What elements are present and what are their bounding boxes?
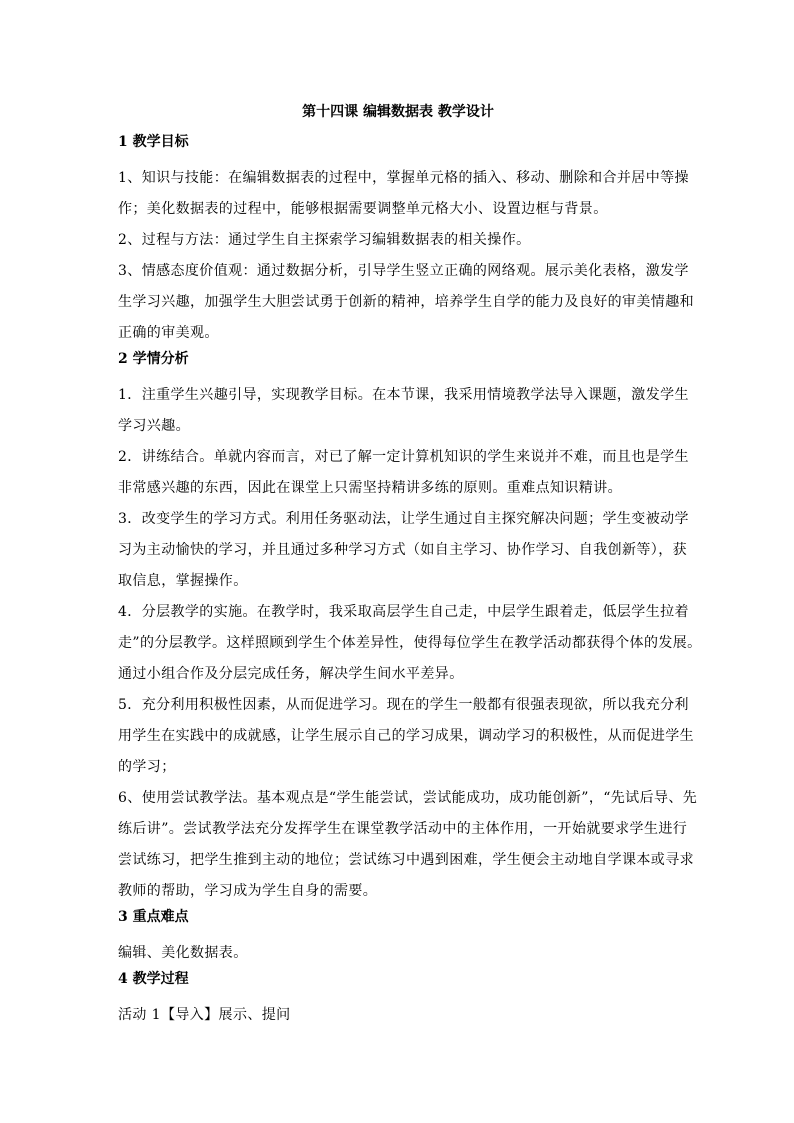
document-title: 第十四课 编辑数据表 教学设计: [302, 104, 494, 120]
paragraph-line: 非常感兴趣的东西，因此在课堂上只需坚持精讲多练的原则。重难点知识精讲。: [118, 480, 622, 496]
paragraph-line: 教师的帮助，学习成为学生自身的需要。: [118, 883, 378, 899]
paragraph-line: 取信息，掌握操作。: [118, 573, 248, 589]
paragraph-line: 作；美化数据表的过程中，能够根据需要调整单元格大小、设置边框与背景。: [118, 201, 608, 217]
paragraph: [118, 225, 678, 256]
paragraph: [118, 380, 689, 442]
paragraph: [118, 690, 694, 783]
document-page: [118, 102, 702, 1031]
section-heading: 1 教学目标: [118, 134, 189, 150]
section-heading: 2 学情分析: [118, 351, 189, 367]
section-heading: 4 教学过程: [118, 971, 189, 987]
paragraph-line: 编辑、美化数据表。: [118, 945, 248, 961]
paragraph-line: 1、知识与技能：在编辑数据表的过程中，掌握单元格的插入、移动、删除和合并居中等操: [118, 170, 689, 186]
document-body: [118, 132, 702, 1031]
paragraph: [118, 163, 689, 225]
paragraph: [118, 256, 694, 349]
paragraph-line: 活动 1【导入】展示、提问: [118, 1007, 291, 1023]
paragraph: [118, 504, 689, 597]
paragraph-line: 的学习；: [118, 759, 176, 775]
paragraph: [118, 597, 702, 690]
paragraph-line: 走”的分层教学。这样照顾到学生个体差异性，使得每位学生在教学活动都获得个体的发展。: [118, 635, 702, 651]
paragraph-line: 用学生在实践中的成就感，让学生展示自己的学习成果，调动学习的积极性，从而促进学生: [118, 728, 694, 744]
paragraph-line: 生学习兴趣，加强学生大胆尝试勇于创新的精神，培养学生自学的能力及良好的审美情趣和: [118, 294, 694, 310]
paragraph-line: 学习兴趣。: [118, 418, 190, 434]
paragraph: [118, 1000, 678, 1031]
paragraph-line: 3．改变学生的学习方式。利用任务驱动法，让学生通过自主探究解决问题；学生变被动学: [118, 511, 689, 527]
paragraph-line: 尝试练习，把学生推到主动的地位；尝试练习中遇到困难，学生便会主动地自学课本或寻求: [118, 852, 694, 868]
paragraph-line: 正确的审美观。: [118, 325, 219, 341]
section-content: [118, 163, 694, 349]
paragraph: [118, 938, 678, 969]
paragraph-line: 3、情感态度价值观：通过数据分析，引导学生竖立正确的网络观。展示美化表格，激发学: [118, 263, 689, 279]
paragraph-line: 练后讲”。尝试教学法充分发挥学生在课堂教学活动中的主体作用，一开始就要求学生进行: [118, 821, 688, 837]
section-heading: 3 重点难点: [118, 909, 189, 925]
section-content: [118, 938, 678, 969]
section-content: [118, 380, 702, 907]
section-content: [118, 1000, 678, 1031]
paragraph-line: 6、使用尝试教学法。基本观点是“学生能尝试，尝试能成功，成功能创新”，“先试后导、先: [118, 790, 698, 806]
paragraph-line: 2、过程与方法：通过学生自主探索学习编辑数据表的相关操作。: [118, 232, 531, 248]
paragraph-line: 1．注重学生兴趣引导，实现教学目标。在本节课，我采用情境教学法导入课题，激发学生: [118, 387, 689, 403]
paragraph-line: 5．充分利用积极性因素，从而促进学习。现在的学生一般都有很强表现欲，所以我充分利: [118, 697, 689, 713]
paragraph: [118, 783, 698, 907]
paragraph-line: 4．分层教学的实施。在教学时，我采取高层学生自己走，中层学生跟着走，低层学生拉着: [118, 604, 689, 620]
paragraph: [118, 442, 689, 504]
paragraph-line: 通过小组合作及分层完成任务，解决学生间水平差异。: [118, 666, 464, 682]
paragraph-line: 习为主动愉快的学习，并且通过多种学习方式（如自主学习、协作学习、自我创新等），获: [118, 542, 687, 558]
paragraph-line: 2．讲练结合。单就内容而言，对已了解一定计算机知识的学生来说并不难，而且也是学生: [118, 449, 689, 465]
